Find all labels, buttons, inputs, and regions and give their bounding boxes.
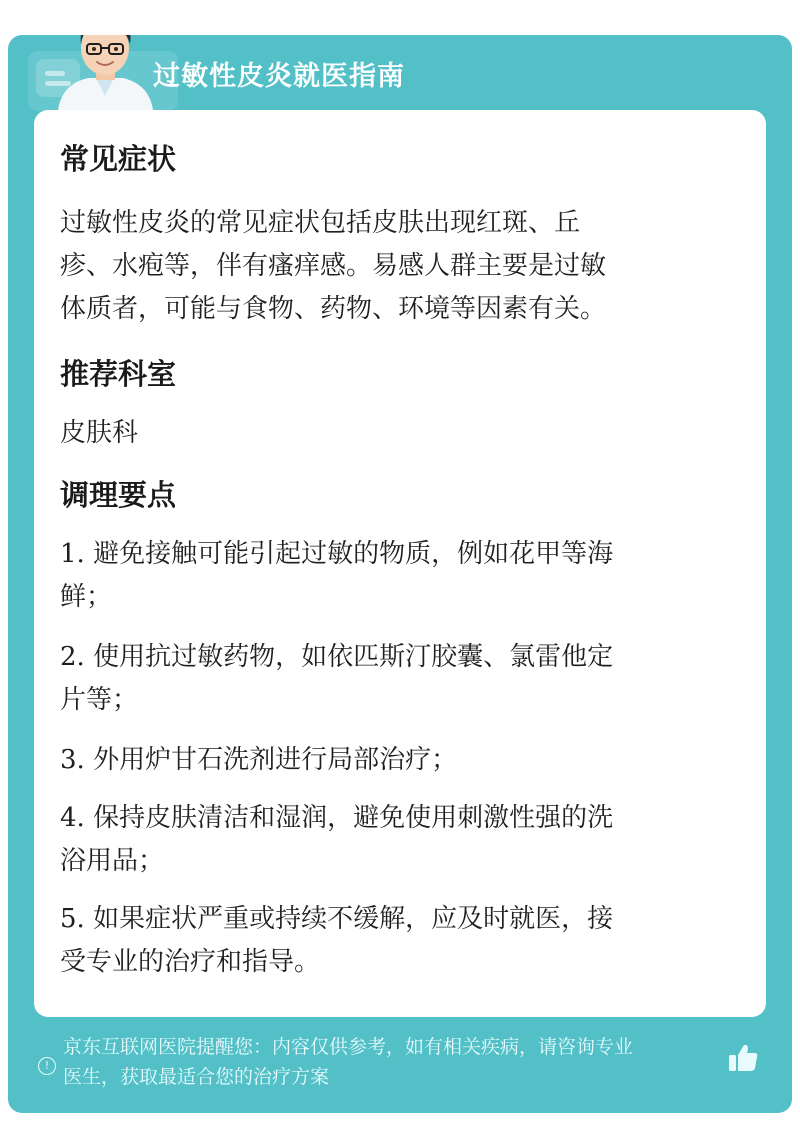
- content-panel: [34, 110, 766, 1017]
- care-item-text: 保持皮肤清洁和湿润，避免使用刺激性强的洗: [84, 803, 614, 833]
- care-item-number: 4.: [60, 803, 85, 833]
- care-item-number: 2.: [60, 642, 85, 672]
- thumbs-up-icon[interactable]: [726, 1041, 760, 1075]
- care-item: [60, 739, 740, 782]
- page-title: 过敏性皮炎就医指南: [153, 61, 405, 92]
- care-item-text: 浴用品；: [60, 846, 165, 876]
- disclaimer-line: 医生，获取最适合您的治疗方案: [63, 1066, 330, 1088]
- info-icon: !: [38, 1057, 56, 1075]
- care-item-text: 使用抗过敏药物，如依匹斯汀胶囊、氯雷他定: [84, 642, 614, 672]
- symptoms-line: 疹、水疱等，伴有瘙痒感。易感人群主要是过敏: [60, 251, 607, 281]
- doctor-avatar: [48, 35, 163, 110]
- department-value: 皮肤科: [60, 418, 139, 448]
- care-item-text: 如果症状严重或持续不缓解，应及时就医，接: [84, 904, 614, 934]
- care-item: [60, 797, 740, 883]
- care-item-text: 外用炉甘石洗剂进行局部治疗；: [84, 745, 458, 775]
- care-item-text: 避免接触可能引起过敏的物质，例如花甲等海: [84, 539, 614, 569]
- guide-card: [8, 35, 792, 1113]
- care-item-number: 5.: [60, 904, 85, 934]
- care-item: [60, 533, 740, 619]
- section-title-symptoms: 常见症状: [60, 142, 177, 176]
- care-item-text: 片等；: [60, 685, 139, 715]
- care-item: [60, 898, 740, 984]
- section-title-care: 调理要点: [60, 478, 177, 512]
- section-title-department: 推荐科室: [60, 357, 177, 391]
- symptoms-text: [60, 202, 740, 331]
- symptoms-line: 体质者，可能与食物、药物、环境等因素有关。: [60, 294, 607, 324]
- disclaimer-text: [63, 1032, 733, 1092]
- care-item: [60, 636, 740, 722]
- care-item-text: 受专业的治疗和指导。: [60, 947, 321, 977]
- symptoms-line: 过敏性皮炎的常见症状包括皮肤出现红斑、丘: [60, 208, 581, 238]
- care-item-text: 鲜；: [60, 582, 113, 612]
- care-item-number: 3.: [60, 745, 85, 775]
- care-item-number: 1.: [60, 539, 85, 569]
- disclaimer-line: 京东互联网医院提醒您：内容仅供参考，如有相关疾病，请咨询专业: [63, 1036, 634, 1058]
